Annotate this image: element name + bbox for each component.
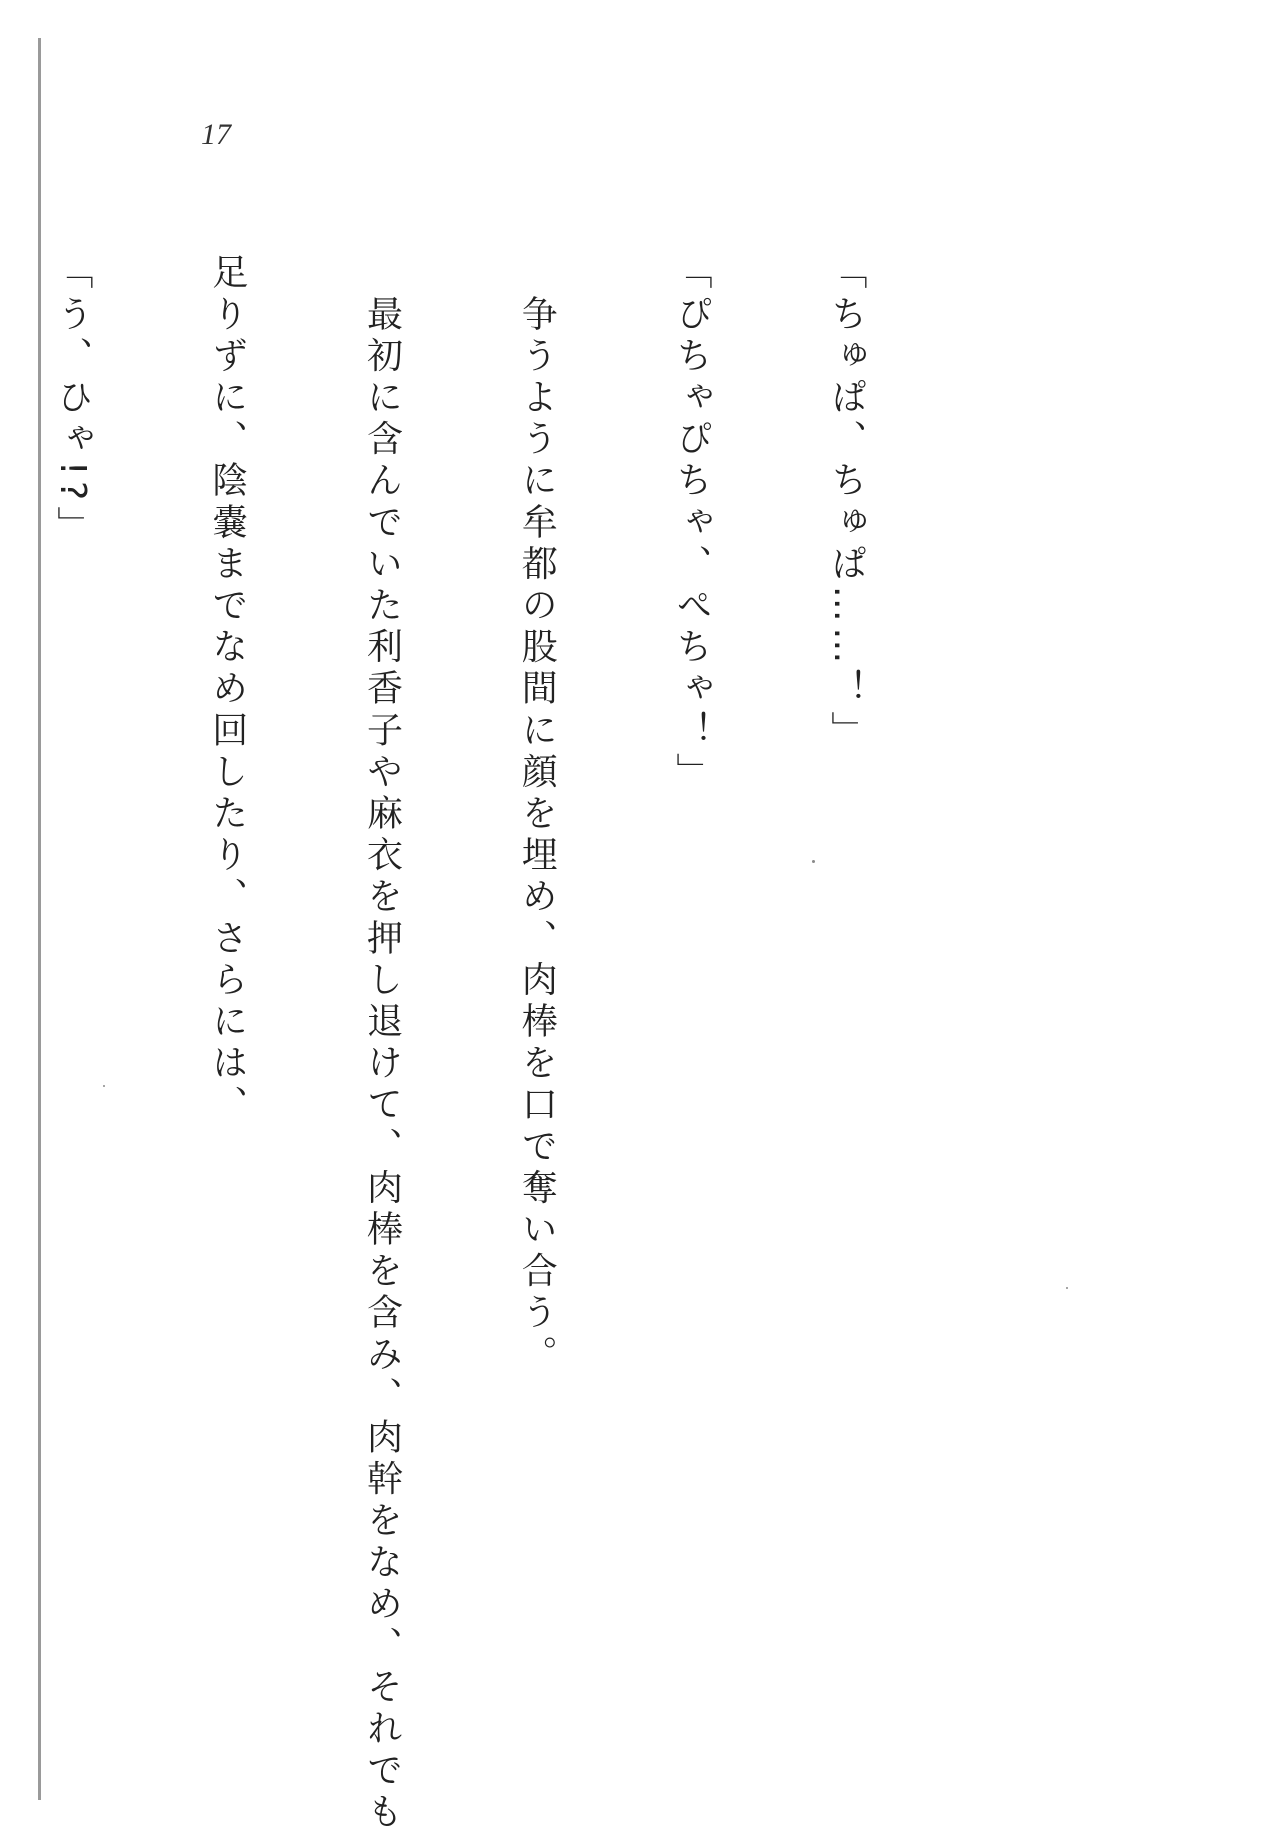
text-line: 争うように牟都の股間に顔を埋め、肉棒を口で奪い合う。 — [516, 253, 558, 1377]
text-line: 足りずに、陰嚢までなめ回したり、さらには、 — [206, 253, 248, 1127]
text-line: 「ちゅぱ、ちゅぱ……！」 — [825, 253, 867, 753]
vertical-text-body — [0, 253, 975, 1834]
text-line: 「ぴちゃぴちゃ、ぺちゃ！」 — [671, 253, 713, 794]
text-line: 「う、ひゃ!?」 — [51, 253, 93, 548]
scan-speck — [1066, 1287, 1068, 1289]
scan-speck — [812, 860, 815, 863]
scan-speck — [103, 1085, 105, 1087]
text-line: 最初に含んでいた利香子や麻衣を押し退けて、肉棒を含み、肉幹をなめ、それでも — [361, 253, 403, 1834]
page-number: 17 — [201, 118, 231, 151]
